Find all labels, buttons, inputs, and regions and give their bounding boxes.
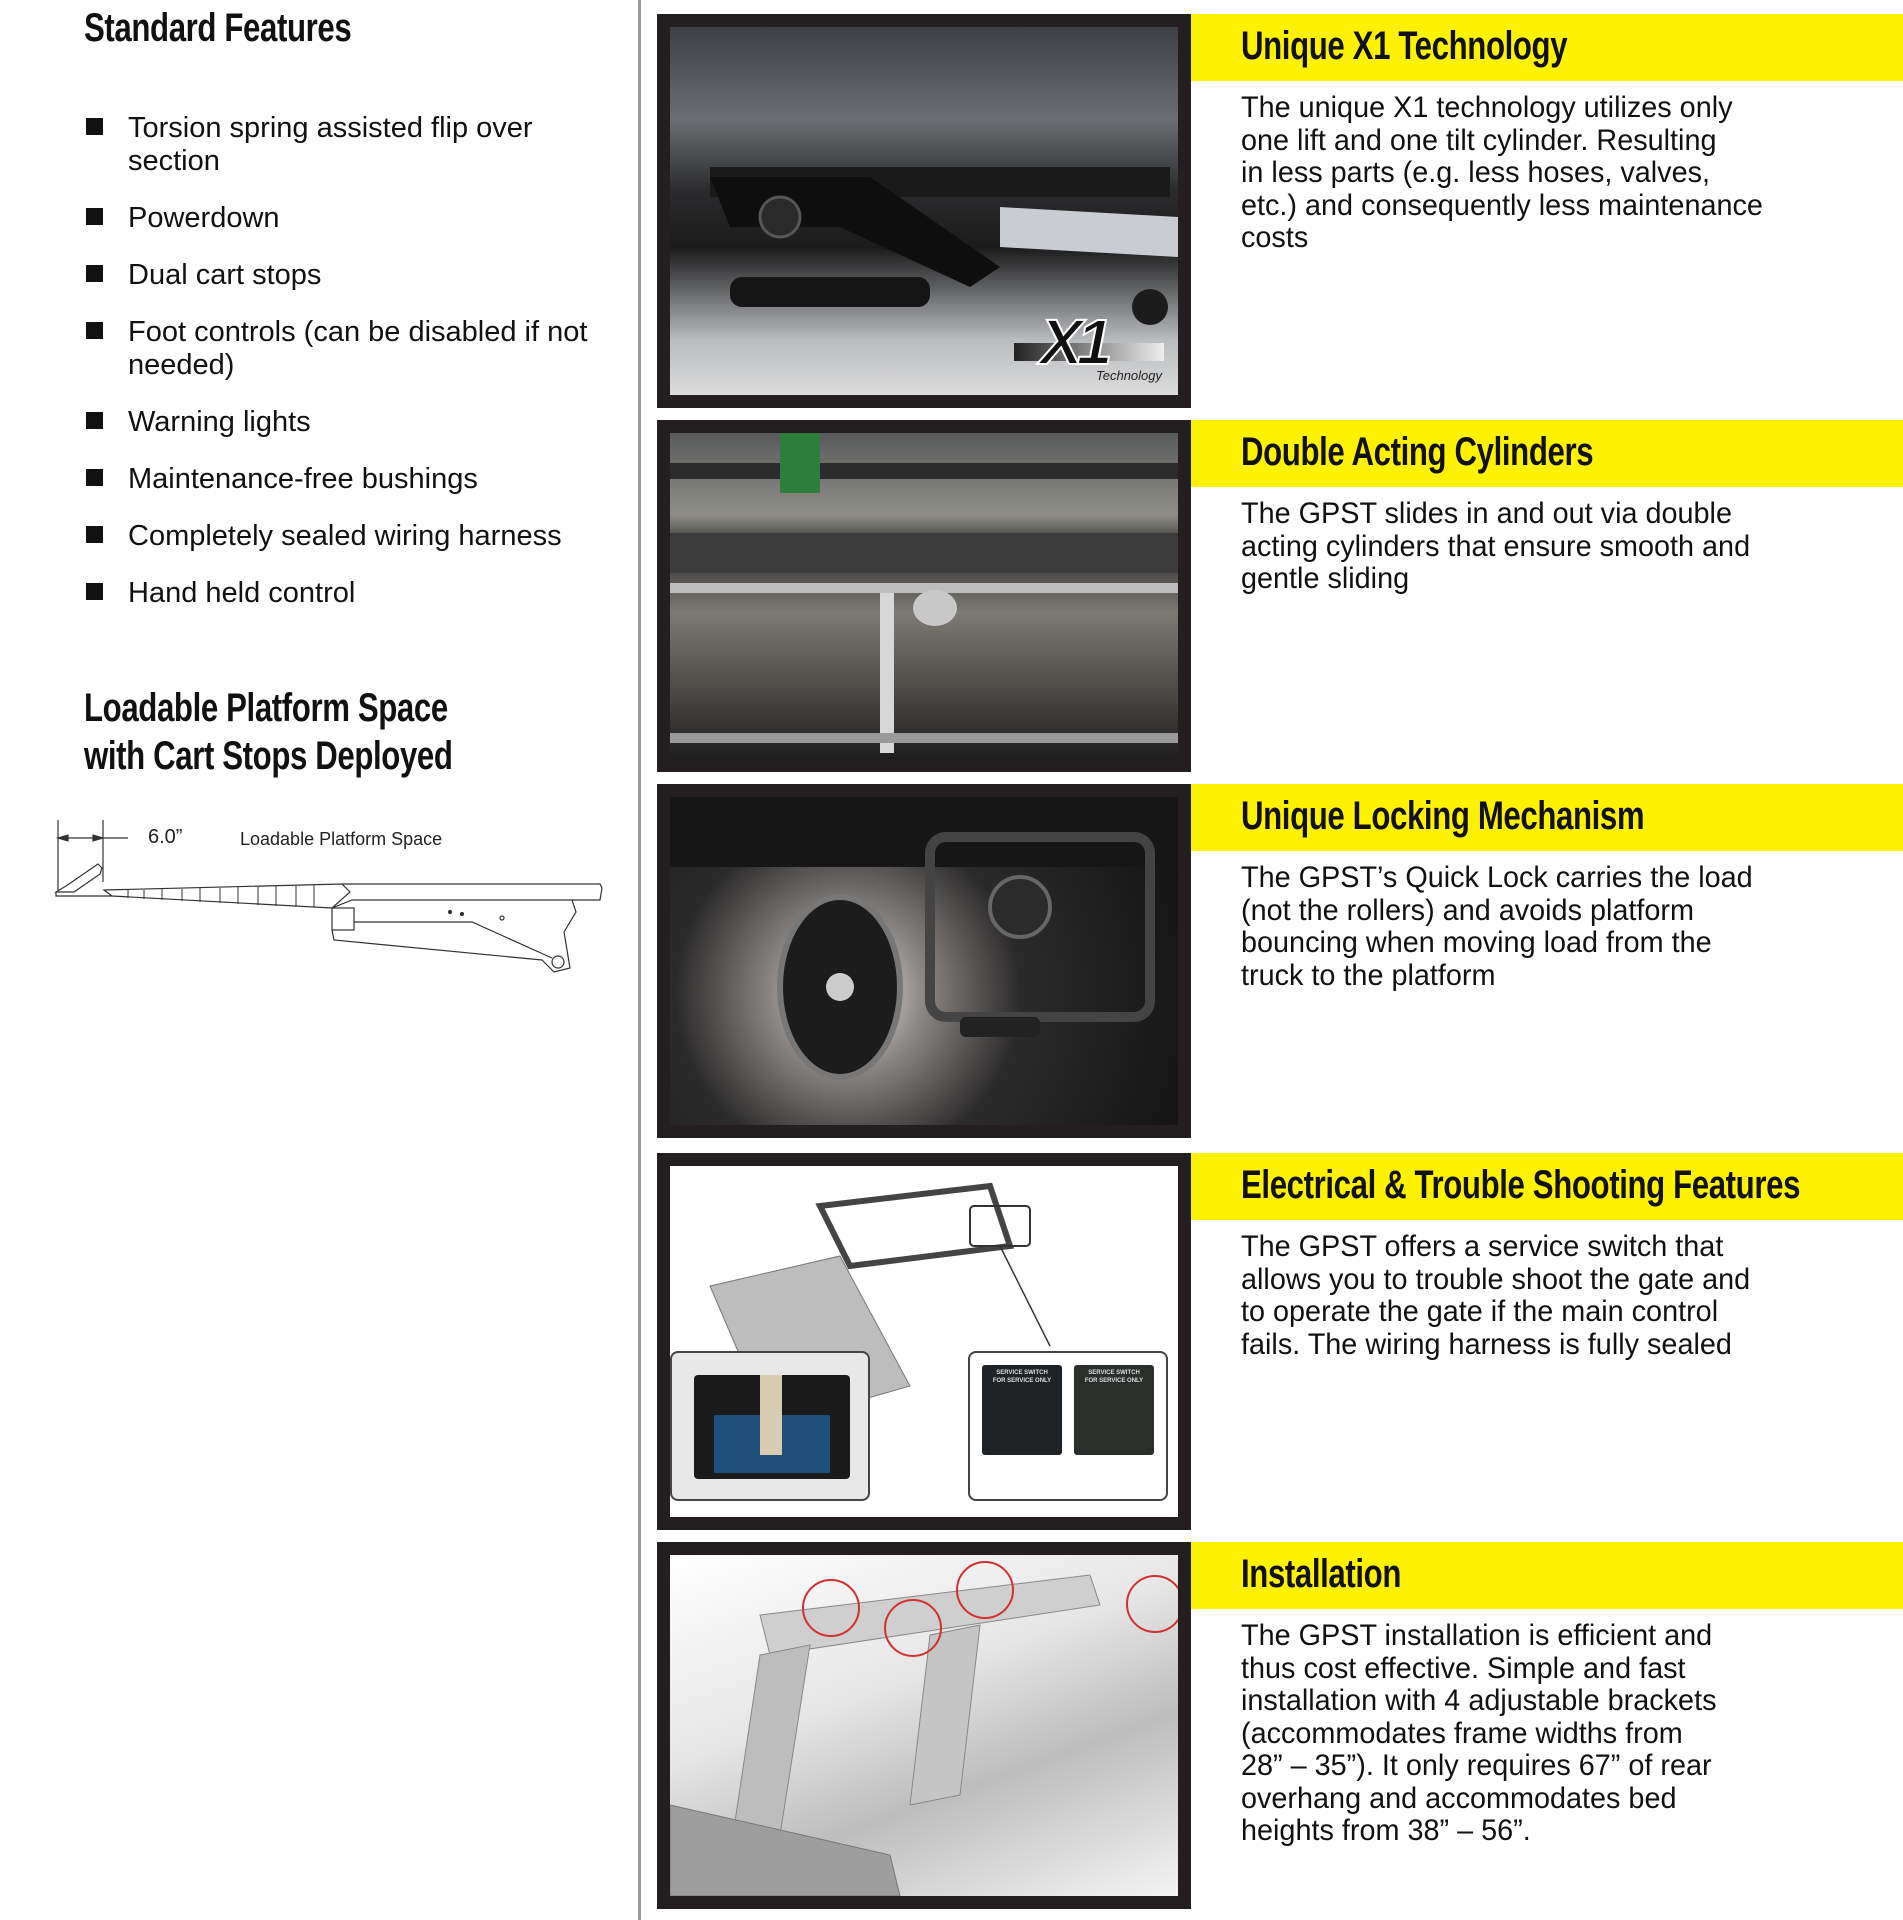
square-bullet-icon: [86, 583, 103, 600]
service-switch-label: SERVICE SWITCH FOR SERVICE ONLY: [1084, 1370, 1144, 1384]
feature-text: Foot controls (can be disabled if not needed): [128, 316, 588, 381]
feature-item: [84, 202, 624, 235]
square-bullet-icon: [86, 118, 103, 135]
service-switch-panel: [1074, 1365, 1154, 1455]
bracket-highlight-ring: [956, 1561, 1014, 1619]
installation-brackets-photo: [670, 1555, 1178, 1896]
electrical-features-photo: [670, 1166, 1178, 1517]
square-bullet-icon: [86, 469, 103, 486]
service-switch-inset: [968, 1351, 1168, 1501]
section-title: Installation: [1241, 1552, 1402, 1596]
section-header-bar: [1191, 14, 1903, 81]
section-body: The unique X1 technology utilizes only one lift and one tilt cylinder. Resulting in less parts (e.g. less hoses, valves, etc.) and consequently less maintenance costs: [1241, 91, 1763, 254]
section-unique-locking-mechanism: [657, 784, 1903, 1138]
photo-frame: [657, 420, 1191, 772]
feature-item: [84, 463, 624, 496]
section-body: The GPST’s Quick Lock carries the load (not the rollers) and avoids platform bouncing when moving load from the truck to the platform: [1241, 861, 1753, 992]
sealed-harness: [760, 1375, 782, 1455]
square-bullet-icon: [86, 208, 103, 225]
section-header-bar: [1191, 420, 1903, 487]
square-bullet-icon: [86, 412, 103, 429]
main-platform: [332, 884, 602, 908]
section-body: The GPST slides in and out via double acting cylinders that ensure smooth and gentle sliding: [1241, 497, 1751, 595]
flip-over-section: [104, 884, 350, 908]
left-column: [0, 0, 636, 1920]
photo-frame: [657, 1153, 1191, 1530]
platform-side-view-drawing: [52, 812, 612, 982]
section-body: The GPST installation is efficient and thus cost effective. Simple and fast installation with 4 adjustable brackets (accommodates frame widths from 28” – 35”). It only requires 67” of rear overhang and accommodates bed heights from 38” – 56”.: [1241, 1619, 1717, 1847]
square-bullet-icon: [86, 526, 103, 543]
quick-lock-photo: [670, 797, 1178, 1125]
feature-item: [84, 520, 624, 553]
lock-sketch: [670, 797, 1178, 1125]
feature-text: Completely sealed wiring harness: [128, 520, 562, 552]
space-label: Loadable Platform Space: [240, 829, 443, 849]
feature-item: [84, 406, 624, 439]
standard-features-list: [84, 112, 624, 634]
feature-text: Maintenance-free bushings: [128, 463, 478, 495]
section-header-bar: [1191, 1153, 1903, 1220]
feature-text: Dual cart stops: [128, 259, 322, 291]
control-box: [694, 1375, 850, 1479]
x1-technology-logo: [1014, 303, 1164, 383]
section-electrical-troubleshooting: [657, 1153, 1903, 1530]
sealed-control-box-inset: [670, 1351, 870, 1501]
feature-text: Torsion spring assisted flip over section: [128, 112, 533, 177]
arrow-head-icon: [58, 835, 68, 841]
section-installation: [657, 1542, 1903, 1909]
x1-logo-caption: Technology: [1095, 368, 1162, 383]
feature-item: [84, 259, 624, 292]
slider-block: [332, 908, 354, 930]
section-double-acting-cylinders: [657, 420, 1903, 772]
platform-diagram: [52, 812, 612, 982]
standard-features-heading: Standard Features: [84, 6, 352, 50]
feature-item: [84, 316, 624, 382]
section-title: Unique X1 Technology: [1241, 24, 1568, 68]
bracket-highlight-ring: [884, 1599, 942, 1657]
section-body: The GPST offers a service switch that allows you to trouble shoot the gate and to operate the gate if the main control fails. The wiring harness is fully sealed: [1241, 1230, 1751, 1361]
pivot-point: [552, 956, 564, 968]
square-bullet-icon: [86, 265, 103, 282]
loadable-platform-heading: [84, 684, 453, 780]
service-switch-label: SERVICE SWITCH FOR SERVICE ONLY: [992, 1370, 1052, 1384]
photo-frame: [657, 784, 1191, 1138]
photo-frame: [657, 14, 1191, 408]
x1-logo-mark: X1: [1040, 306, 1107, 378]
cylinder-sketch: [670, 433, 1178, 759]
photo-frame: [657, 1542, 1191, 1909]
cart-stop: [56, 864, 102, 892]
bracket-highlight-ring: [1126, 1575, 1178, 1633]
bracket-highlight-ring: [802, 1579, 860, 1637]
feature-item: [84, 577, 624, 610]
support-arm: [332, 900, 576, 972]
section-title: Unique Locking Mechanism: [1241, 794, 1645, 838]
feature-item: [84, 112, 624, 178]
slide-cylinder-photo: [670, 433, 1178, 759]
service-switch-panel: [982, 1365, 1062, 1455]
feature-text: Powerdown: [128, 202, 280, 234]
arrow-head-icon: [93, 835, 103, 841]
section-title: Electrical & Trouble Shooting Features: [1241, 1163, 1801, 1207]
dimension-label: 6.0”: [148, 826, 183, 848]
heading-line: with Cart Stops Deployed: [84, 734, 453, 778]
section-title: Double Acting Cylinders: [1241, 430, 1594, 474]
feature-text: Warning lights: [128, 406, 311, 438]
heading-line: Loadable Platform Space: [84, 686, 448, 730]
square-bullet-icon: [86, 322, 103, 339]
feature-text: Hand held control: [128, 577, 356, 609]
section-header-bar: [1191, 1542, 1903, 1609]
section-x1-technology: [657, 14, 1903, 408]
column-divider: [638, 0, 641, 1920]
x1-cylinder-photo: [670, 27, 1178, 395]
section-header-bar: [1191, 784, 1903, 851]
